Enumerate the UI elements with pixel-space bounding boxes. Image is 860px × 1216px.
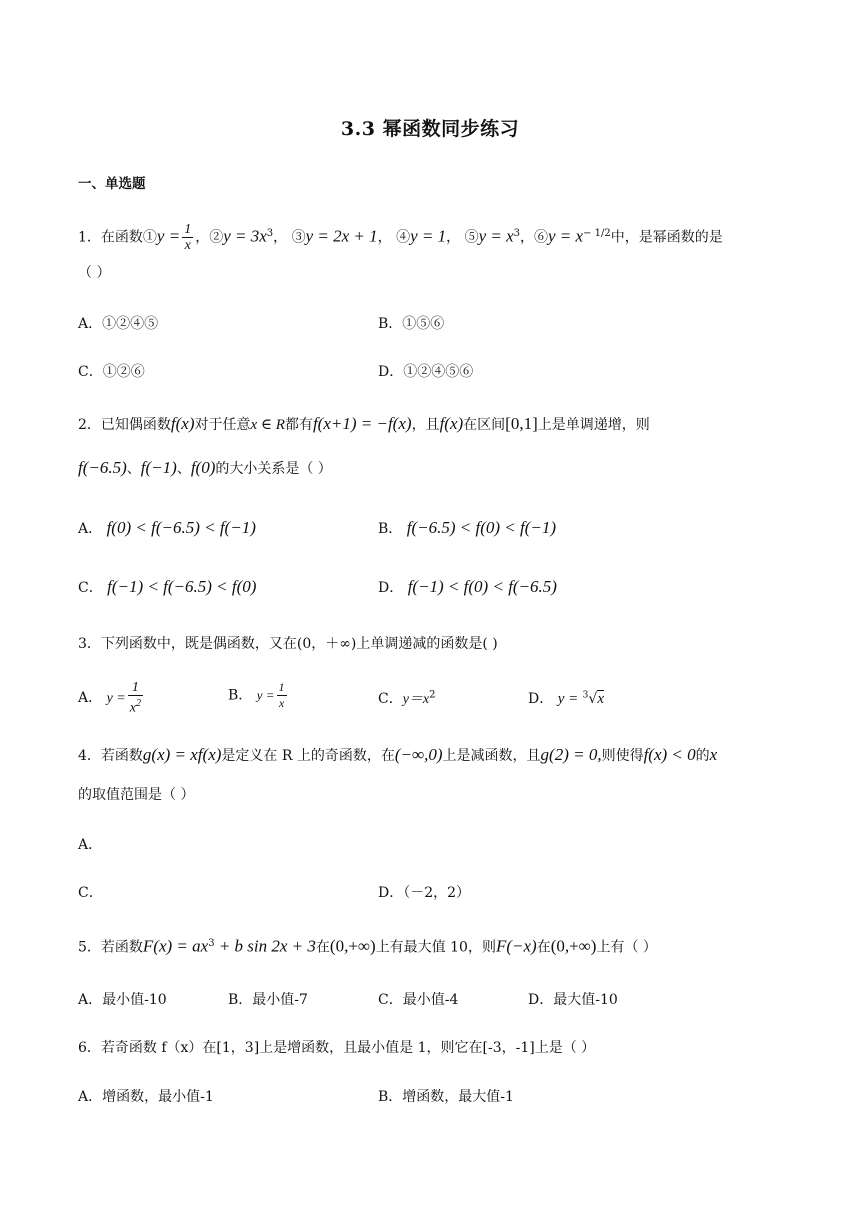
q4-option-a: A． [78, 837, 103, 853]
q1-formula-1: y = [156, 226, 181, 246]
q1-option-d: D．①②④⑤⑥ [378, 364, 474, 380]
page-title: 3.3 幂函数同步练习 [340, 118, 520, 140]
question-6: 6．若奇函数 f（x）在[1，3]上是增函数，且最小值是 1，则它在[-3，-1]上是（ ） [78, 1040, 596, 1056]
question-4-line-2: 的取值范围是（ ） [78, 787, 195, 803]
q1-formula-6: y = x [548, 226, 584, 246]
q1-option-b: B．①⑤⑥ [378, 316, 445, 332]
q6-option-a: A．增函数，最小值-1 [78, 1089, 214, 1105]
q2-option-a: A． f(0) < f(−6.5) < f(−1) [78, 518, 256, 537]
q1-option-c: C．①②⑥ [78, 364, 145, 380]
question-1: 1．在函数①y = $\frac{1}{x}$ ，②y = $3x^3$， ③y = 2x + 1， ④y = 1， ⑤y = $x^3$，⑥y = $x^{- 1/2}$中，是幂函数的是 [78, 222, 723, 253]
q3-option-d: D． y = $^3$√x [528, 690, 604, 707]
question-3: 3．下列函数中，既是偶函数，又在(0，＋∞)上单调递减的函数是( ) [78, 636, 498, 652]
q5-option-d: D．最大值-10 [528, 992, 618, 1008]
q1-formula-2: y = 3x [223, 226, 267, 246]
q5-option-b: B．最小值-7 [228, 992, 308, 1008]
q2-option-c: C． f(−1) < f(−6.5) < f(0) [78, 577, 257, 596]
q4-option-d: D．（－2，2） [378, 885, 471, 901]
q2-option-b: B． f(−6.5) < f(0) < f(−1) [378, 518, 557, 537]
q1-option-a: A．①②④⑤ [78, 316, 159, 332]
section-heading: 一、单选题 [78, 176, 146, 192]
q1-formula-3: y = 2x + 1 [305, 226, 378, 246]
q6-option-b: B．增函数，最大值-1 [378, 1089, 514, 1105]
question-2: 2．已知偶函数f(x)对于任意x ∈ R都有f(x+1) = −f(x)，且f(x)在区间[0,1]上是单调递增，则 [78, 414, 650, 433]
q1-paren: （ ） [78, 265, 111, 281]
q3-option-c: C．$y=x^2$ [378, 689, 436, 707]
q1-formula-4: y = 1 [410, 226, 447, 246]
q1-formula-5: y = x [478, 226, 514, 246]
q5-option-c: C．最小值-4 [378, 992, 459, 1008]
question-4: 4．若函数g(x) = xf(x)是定义在 R 上的奇函数，在(−∞,0)上是减函数，且g(2) = 0,则使得f(x) < 0的x [78, 745, 718, 764]
q3-option-b: B． y = $\frac{1}{x}$ [228, 680, 285, 710]
radical-sign: √ [588, 691, 598, 707]
q4-option-c: C． [78, 885, 103, 901]
q5-option-a: A．最小值-10 [78, 992, 167, 1008]
question-2-line-2: f(−6.5)、f(−1)、f(0)的大小关系是（ ） [78, 458, 332, 477]
question-5: 5．若函数$F(x) = ax^3 + b$ sin 2x + 3在(0,+∞)上有最大值 10，则F(−x)在(0,+∞)上有（ ） [78, 936, 657, 956]
q3-option-a: A． y = $\frac{1}{x^2}$ [78, 680, 141, 716]
q2-option-d: D． f(−1) < f(0) < f(−6.5) [378, 577, 557, 596]
q1-fraction: $\frac{1}{x}$ [184, 222, 192, 253]
q1-prefix: 1．在函数① [78, 229, 157, 246]
